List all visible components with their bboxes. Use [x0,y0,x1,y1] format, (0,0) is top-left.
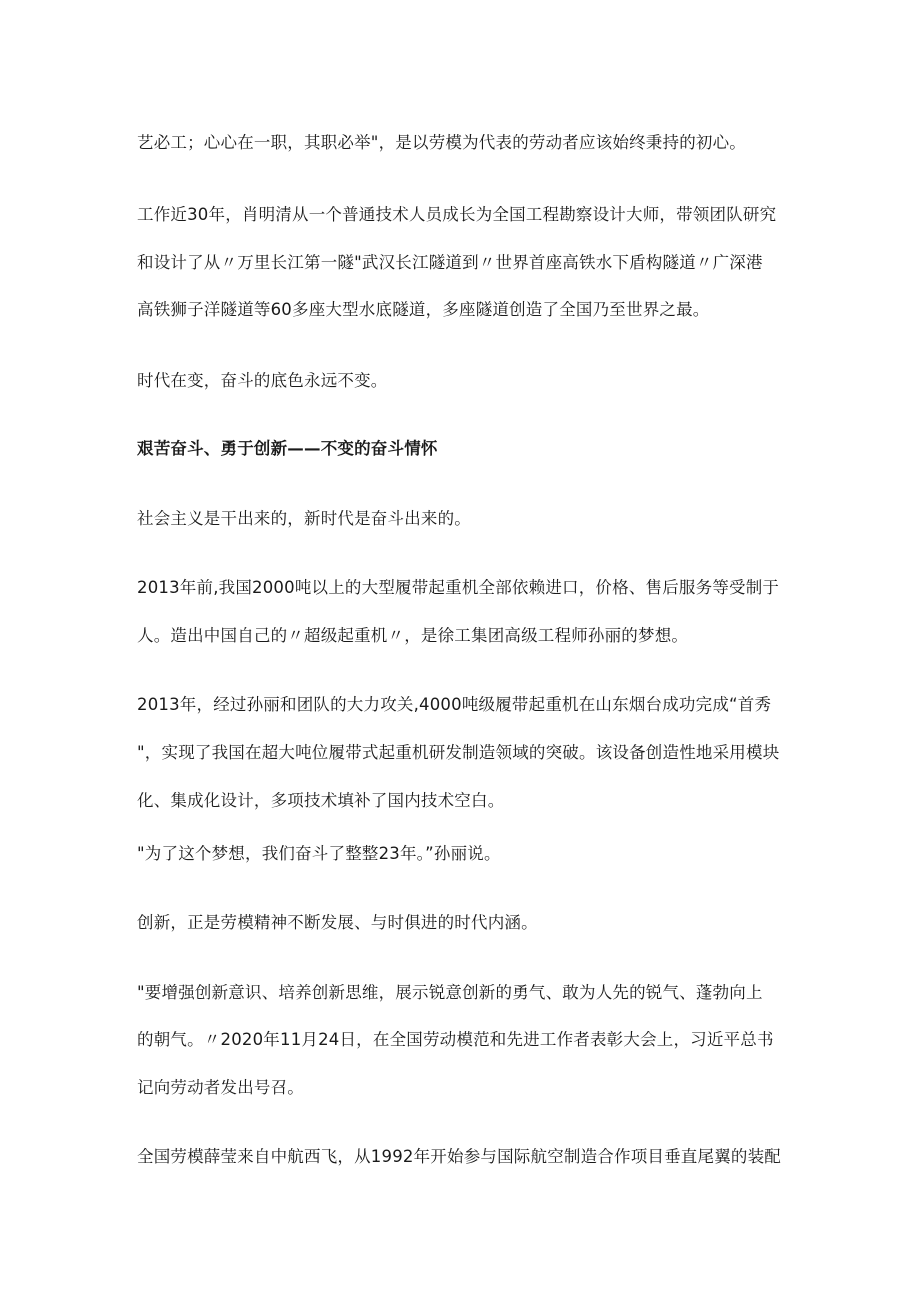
paragraph-line: 记向劳动者发出号召。 [137,1078,304,1097]
paragraph-line: 创新，正是劳模精神不断发展、与时俱进的时代内涵。 [137,913,538,932]
section-heading: 艰苦奋斗、勇于创新——不变的奋斗情怀 [137,439,438,458]
quote-line: "要增强创新意识、培养创新思维，展示锐意创新的勇气、敢为人先的锐气、蓬勃向上 [137,983,763,1002]
quote-line: "为了这个梦想，我们奋斗了整整23年。”孙丽说。 [137,844,501,863]
paragraph-line: 2013年，经过孙丽和团队的大力攻关,4000吨级履带起重机在山东烟台成功完成“首秀 [137,695,772,714]
paragraph-line: 人。造出中国自己的〃超级起重机〃，是徐工集团高级工程师孙丽的梦想。 [137,626,689,645]
paragraph-line: 高铁狮子洋隧道等60多座大型水底隧道，多座隧道创造了全国乃至世界之最。 [137,300,710,319]
paragraph-line: 2013年前,我国2000吨以上的大型履带起重机全部依赖进口，价格、售后服务等受制于 [137,578,780,597]
paragraph-line: 化、集成化设计，多项技术填补了国内技术空白。 [137,791,505,810]
paragraph-line: 的朝气。〃2020年11月24日，在全国劳动模范和先进工作者表彰大会上，习近平总书 [137,1030,774,1049]
paragraph-line: 工作近30年，肖明清从一个普通技术人员成长为全国工程勘察设计大师，带领团队研究 [137,205,777,224]
paragraph-line: 艺必工；心心在一职，其职必举"，是以劳模为代表的劳动者应该始终秉持的初心。 [137,133,746,152]
paragraph-line: 时代在变，奋斗的底色永远不变。 [137,371,388,390]
paragraph-line: 社会主义是干出来的，新时代是奋斗出来的。 [137,509,471,528]
paragraph-line: 和设计了从〃万里长江第一隧"武汉长江隧道到〃世界首座高铁水下盾构隧道〃广深港 [137,253,763,272]
paragraph-line: 全国劳模薛莹来自中航西飞，从1992年开始参与国际航空制造合作项目垂直尾翼的装配 [137,1147,781,1166]
paragraph-line: "，实现了我国在超大吨位履带式起重机研发制造领域的突破。该设备创造性地采用模块 [137,743,780,762]
